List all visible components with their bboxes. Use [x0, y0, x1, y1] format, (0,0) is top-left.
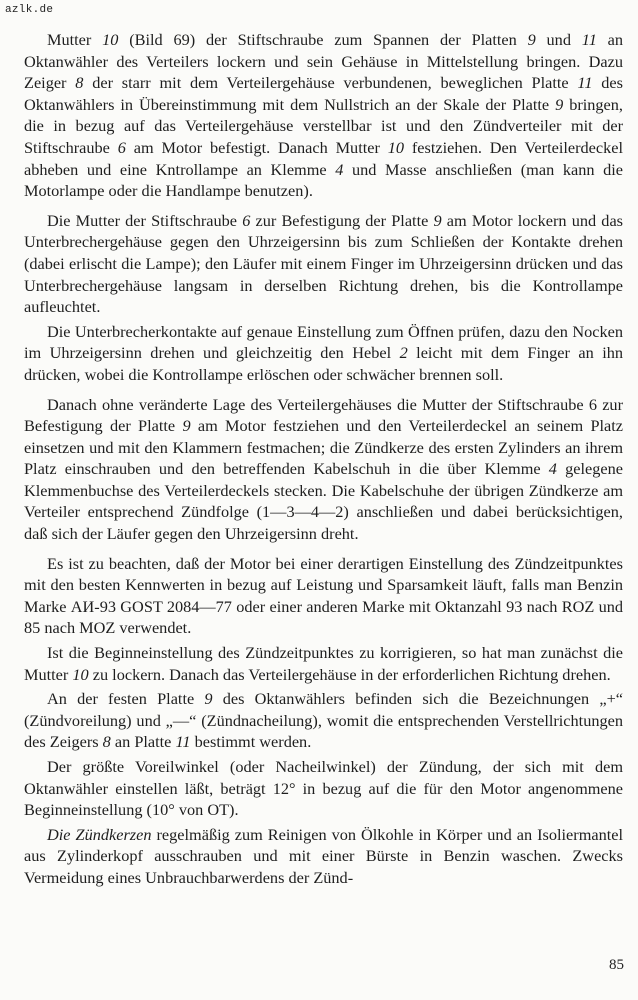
paragraph-6: Ist die Beginneinstellung des Zündzeitpunktes zu korrigieren, so hat man zunächst die Mutter 10 zu lockern. Danach das Verteilergehäuse in der erforderlichen Richtung drehen.: [24, 643, 623, 684]
page-number: 85: [609, 957, 624, 973]
paragraph-8: Der größte Voreilwinkel (oder Nacheilwinkel) der Zündung, der sich mit dem Oktanwähler einstellen läßt, beträgt 12° in bezug auf die für den Motor angenommene Beginneinstellung (10° von OT).: [24, 757, 623, 820]
page-body: [24, 29, 623, 892]
paragraph-7: An der festen Platte 9 des Oktanwählers befinden sich die Bezeichnungen „+“ (Zündvoreilung) und „—“ (Zündnacheilung), womit die entsprechenden Verstellrichtungen des Zeigers 8 an Platte 11 bestimmt werden.: [24, 689, 623, 752]
paragraph-2: Die Mutter der Stiftschraube 6 zur Befestigung der Platte 9 am Motor lockern und das Unterbrechergehäuse gegen den Uhrzeigersinn bis zum Schließen der Kontakte drehen (dabei erlischt die Lampe); den Läufer mit einem Finger im Uhrzeigersinn drücken und das Unterbrechergehäuse langsam in derselben Richtung drehen, bis die Kontrollampe aufleuchtet.: [24, 210, 624, 317]
paragraph-9: Die Zündkerzen regelmäßig zum Reinigen von Ölkohle in Körper und an Isoliermantel aus Zylinderkopf ausschrauben und mit einer Bürste in Benzin waschen. Zwecks Vermeidung eines Unbrauchbarwerdens der Zünd-: [24, 824, 624, 887]
section-lead-title: Die Zündkerzen: [47, 824, 152, 844]
paragraph-5: Es ist zu beachten, daß der Motor bei einer derartigen Einstellung des Zündzeitpunktes mit den besten Kennwerten in bezug auf Leistung und Sparsamkeit läuft, falls man Benzin Marke АИ-93 GOST 2084—77 oder einer anderen Marke mit Oktanzahl 93 nach ROZ und 85 nach MOZ verwendet.: [24, 553, 623, 638]
watermark: azlk.de: [5, 4, 54, 16]
paragraph-1: Mutter 10 (Bild 69) der Stiftschraube zum Spannen der Platten 9 und 11 an Oktanwähler des Verteilers lockern und sein Gehäuse in Mittelstellung bringen. Dazu Zeiger 8 der starr mit dem Verteilergehäuse verbundenen, beweglichen Platte 11 des Oktanwählers in Übereinstimmung mit dem Nullstrich an der Skale der Platte 9 bringen, die in bezug auf das Verteilergehäuse verstellbar ist und den Zündverteiler mit der Stiftschraube 6 am Motor befestigt. Danach Mutter 10 festziehen. Den Verteilerdeckel abheben und eine Kntrollampe an Klemme 4 und Masse anschließen (man kann die Motorlampe oder die Handlampe benutzen).: [24, 30, 624, 201]
paragraph-4: Danach ohne veränderte Lage des Verteilergehäuses die Mutter der Stiftschraube 6 zur Befestigung der Platte 9 am Motor festziehen und den Verteilerdeckel an seinem Platz einsetzen und mit den Klammern festmachen; die Zündkerze des ersten Zylinders an ihrem Platz einschrauben und den betreffenden Kabelschuh in die über Klemme 4 gelegene Klemmenbuchse des Verteilerdeckels stecken. Die Kabelschuhe der übrigen Zündkerze am Verteiler entsprechend Zündfolge (1—3—4—2) anschließen und dabei berücksichtigen, daß sich der Läufer gegen den Uhrzeigersinn dreht.: [24, 394, 624, 544]
paragraph-3: Die Unterbrecherkontakte auf genaue Einstellung zum Öffnen prüfen, dazu den Nocken im Uhrzeigersinn drehen und gleichzeitig den Hebel 2 leicht mit dem Finger an ihn drücken, wobei die Kontrollampe erlöschen oder schwächer brennen soll.: [24, 321, 623, 384]
